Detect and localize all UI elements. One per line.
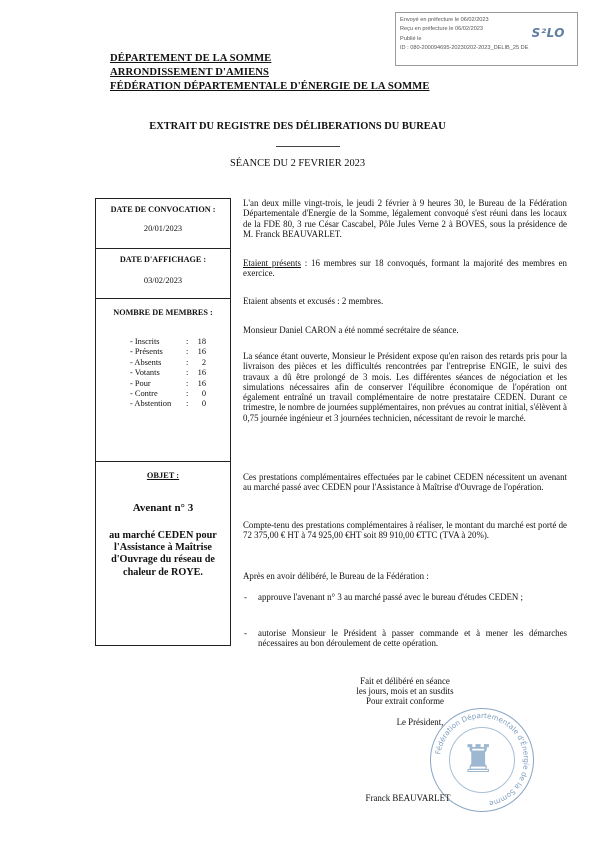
member-row-votants: - Votants : 16 xyxy=(130,368,206,378)
members-label: NOMBRE DE MEMBRES : xyxy=(113,308,213,317)
members-section xyxy=(96,299,230,462)
document-title: EXTRAIT DU REGISTRE DES DÉLIBERATIONS DU BUREAU xyxy=(149,121,446,132)
member-row-pour: - Pour : 16 xyxy=(130,378,206,388)
stamp-received: Reçu en préfecture le 06/02/2023 xyxy=(400,26,484,33)
paragraph-prestations: Ces prestations complémentaires effectuées par le cabinet CEDEN nécessitent un avenant au marché passé avec CEDEN pour l'Assistance à Maîtrise d'Ouvrage de l'opération. xyxy=(243,472,567,493)
title-divider xyxy=(276,146,340,147)
stamp-id: ID : 080-200094695-20230202-2023_DELIB_25 DE xyxy=(400,44,529,51)
stamp-published: Publié le xyxy=(400,35,422,42)
convocation-label: DATE DE CONVOCATION : xyxy=(110,205,216,214)
affichage-date: 03/02/2023 xyxy=(143,276,183,285)
seal-emblem-icon: ♜ xyxy=(461,737,496,781)
affichage-section xyxy=(96,249,230,299)
closing-line-3: Pour extrait conforme xyxy=(366,696,444,707)
closing-line-2: les jours, mois et an susdits xyxy=(356,686,454,697)
paragraph-opening: L'an deux mille vingt-trois, le jeudi 2 février à 9 heures 30, le Bureau de la Fédération Départementale d'Energie de la Somme, légalement convoqué s'est réuni dans les locaux de la FDE 80, 3 rue César Cascabel, Pôle Jules Verne 2 à BOVES, sous la présidence de M. Franck BEAUVARLET. xyxy=(243,198,567,239)
presents-label: Etaient présents xyxy=(243,258,302,268)
convocation-date: 20/01/2023 xyxy=(143,224,183,233)
member-row-contre: - Contre : 0 xyxy=(130,389,206,399)
members-list xyxy=(96,317,230,410)
header-department: DÉPARTEMENT DE LA SOMME xyxy=(110,53,272,64)
transmission-stamp xyxy=(395,12,578,66)
bullet-dash: - xyxy=(244,592,247,602)
convocation-section xyxy=(96,199,230,249)
header-federation: FÉDÉRATION DÉPARTEMENTALE D'ÉNERGIE DE LA SOMME xyxy=(110,81,430,92)
closing-president: Le Président, xyxy=(396,716,444,727)
s2lo-logo: S²LO xyxy=(531,26,565,40)
affichage-label: DATE D'AFFICHAGE : xyxy=(119,255,207,264)
header-arrondissement: ARRONDISSEMENT D'AMIENS xyxy=(110,67,269,78)
objet-label: OBJET : xyxy=(146,471,180,480)
sidebar-box xyxy=(95,198,231,646)
objet-section xyxy=(96,462,230,648)
paragraph-absents: Etaient absents et excusés : 2 membres. xyxy=(243,296,384,306)
paragraph-expose: La séance étant ouverte, Monsieur le Président expose qu'en raison des retards pris pour la livraison des pièces et les difficultés rencontrées par l'entreprise ENGIE, le suivi des travaux a dû être prolongé de 3 mois. Les différentes séances de négociation et les simulations nécessaires afin de conserver l'équilibre économique de l'opération ont également entraîné un travail complémentaire de notre prestataire CEDEN. Durant ce trimestre, le nombre de journées supplémentaires, non prévues au contrat initial, s'élèvent à 0,75 journée ingénieur et 3 journées technicien, nécessitant de revoir le marché. xyxy=(243,351,567,423)
stamp-sent: Envoyé en préfecture le 06/02/2023 xyxy=(400,17,489,23)
presents-text: : 16 membres sur 18 convoqués, formant la majorité des membres en exercice. xyxy=(243,258,567,279)
decision-bullet-1: - approuve l'avenant n° 3 au marché passé avec le bureau d'études CEDEN ; xyxy=(244,592,524,602)
member-row-presents: - Présents : 16 xyxy=(130,347,206,357)
closing-line-1: Fait et délibéré en séance xyxy=(360,676,450,686)
paragraph-montant: Compte-tenu des prestations complémentaires à réaliser, le montant du marché est porté de 72 375,00 € HT à 74 925,00 €HT soit 89 910,00 €TTC (TVA à 20%). xyxy=(243,520,567,541)
paragraph-deliberation: Après en avoir délibéré, le Bureau de la Fédération : xyxy=(243,571,429,581)
member-row-absents: - Absents : 2 xyxy=(130,357,206,367)
member-row-inscrits: - Inscrits : 18 xyxy=(130,337,206,346)
paragraph-secretary: Monsieur Daniel CARON a été nommé secrétaire de séance. xyxy=(243,325,459,335)
signatory-name: Franck BEAUVARLET xyxy=(365,793,451,803)
decision-bullet-2: - autorise Monsieur le Président à passer commande et à mener les démarches nécessaires au bon déroulement de cette opération. xyxy=(244,628,567,649)
seal-ring-text: Fédération Départementale d'Énergie de la Somme xyxy=(433,710,532,809)
objet-description: au marché CEDEN pour l'Assistance à Maîtrise d'Ouvrage du réseau de chaleur de ROYE. xyxy=(109,530,217,578)
session-date: SÉANCE DU 2 FEVRIER 2023 xyxy=(229,158,366,169)
paragraph-presents xyxy=(243,258,567,279)
member-row-abstention: - Abstention : 0 xyxy=(130,399,206,409)
objet-title: Avenant n° 3 xyxy=(132,502,194,514)
bullet-dash: - xyxy=(244,628,247,638)
